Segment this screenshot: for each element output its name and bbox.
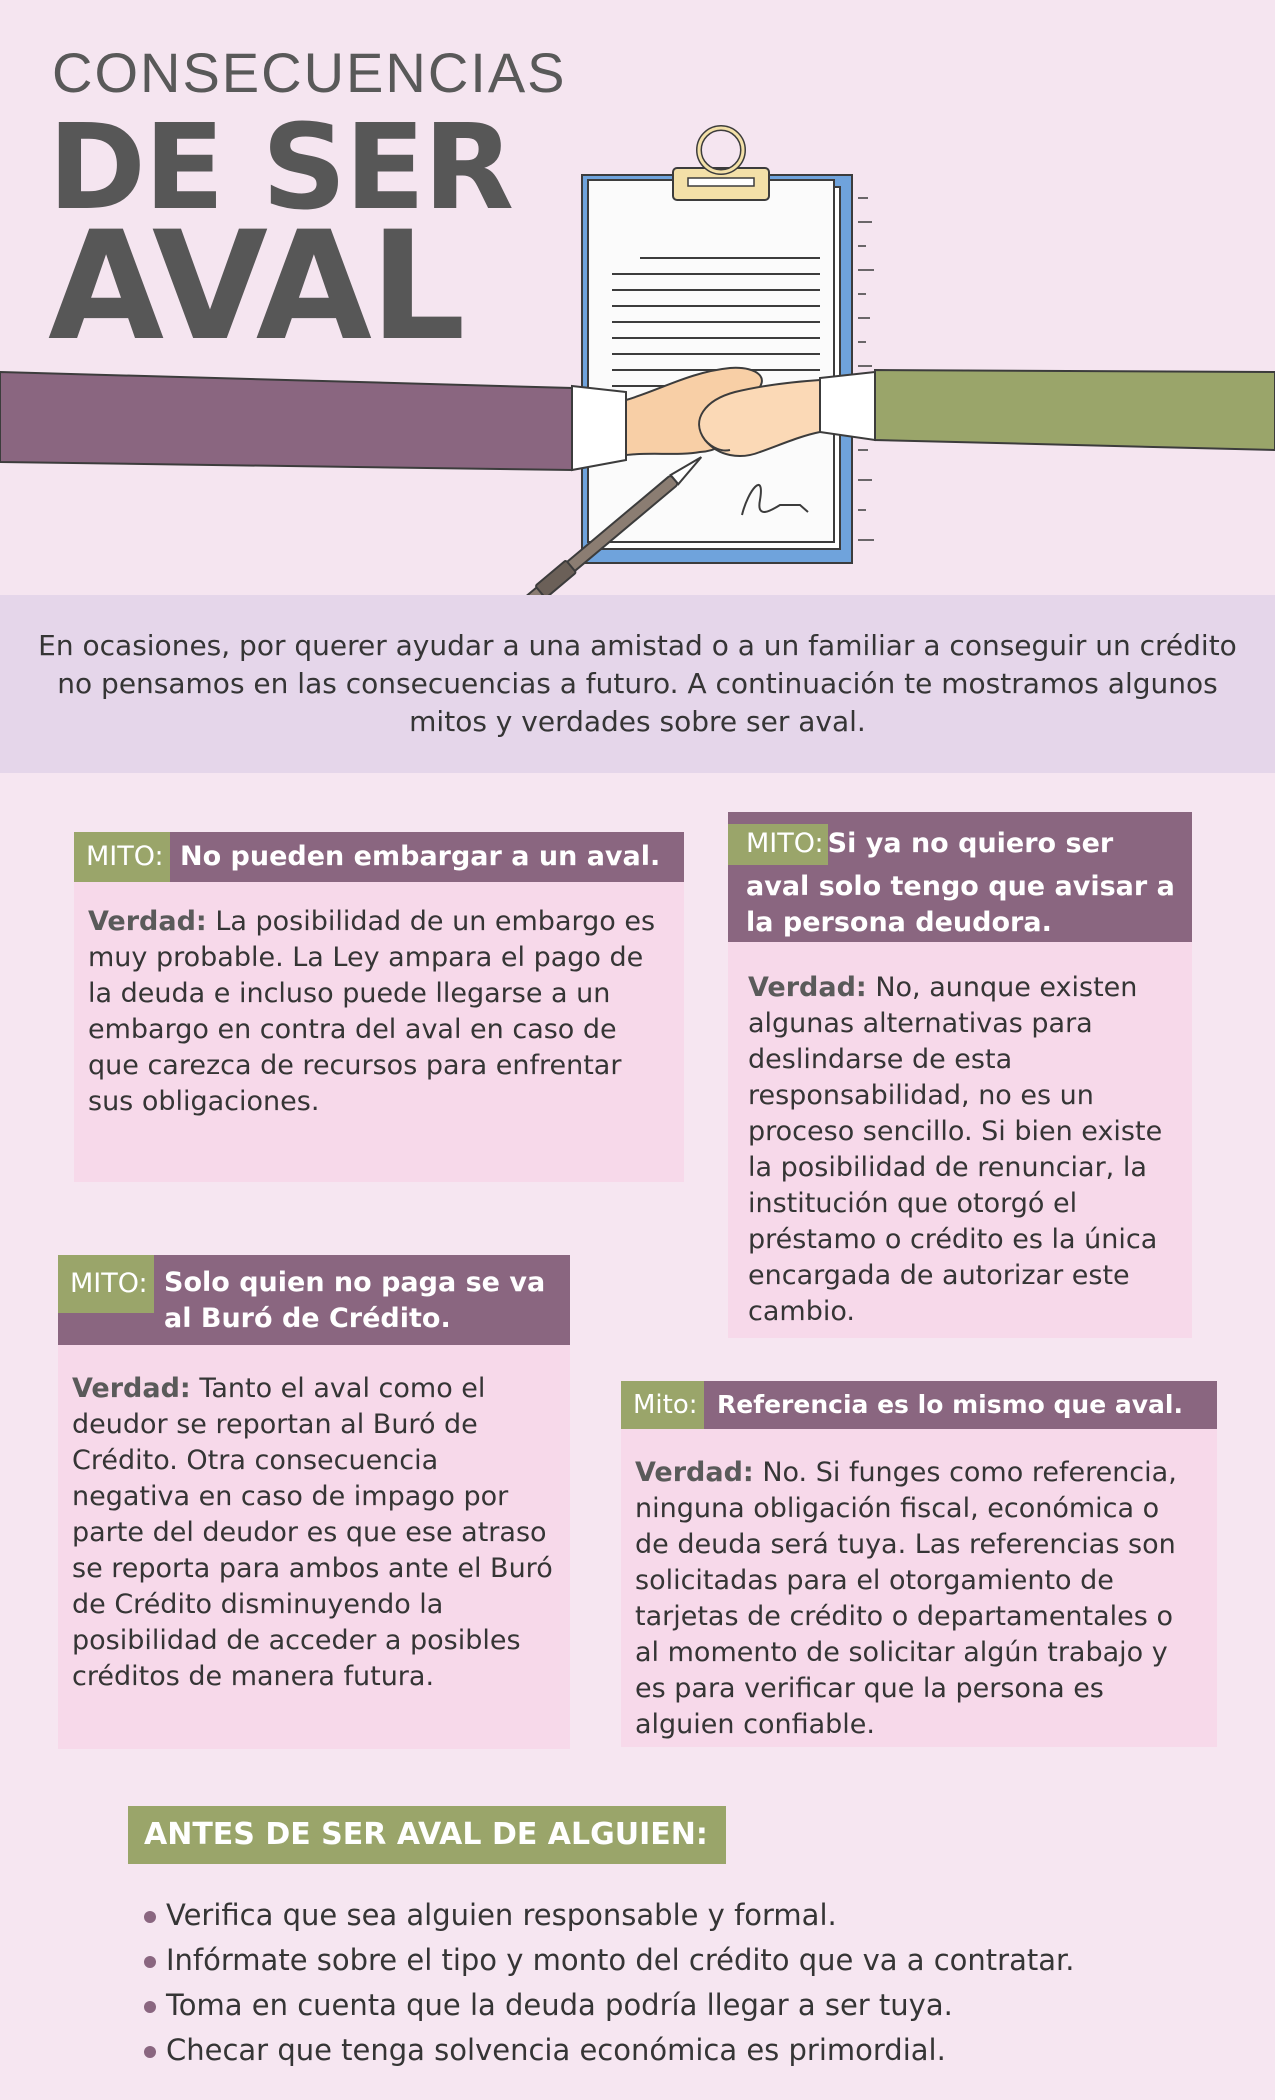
myth-heading bbox=[74, 832, 684, 882]
truth-label: Verdad: bbox=[88, 906, 207, 937]
myth-card-2 bbox=[728, 812, 1192, 1338]
hero-section bbox=[0, 0, 1275, 595]
truth-text: No. Si funges como referencia, ninguna obligación fiscal, económica o de deuda será tuya. Las referencias son solicitadas para el otorgamiento de tarjetas de crédito o departamentales o al momento de solicitar algún trabajo y es para verificar que la persona es alguien confiable. bbox=[635, 1457, 1177, 1740]
checklist-item: Checar que tenga solvencia económica es primordial. bbox=[142, 2028, 1075, 2073]
truth-body bbox=[728, 942, 1192, 1338]
title-line-3: AVAL bbox=[48, 200, 464, 374]
myth-heading bbox=[58, 1255, 570, 1345]
myth-heading bbox=[728, 812, 1192, 942]
myth-text: Referencia es lo mismo que aval. bbox=[717, 1390, 1183, 1419]
checklist-item: Toma en cuenta que la deuda podría llegar a ser tuya. bbox=[142, 1983, 1075, 2028]
checklist-item: Infórmate sobre el tipo y monto del crédito que va a contratar. bbox=[142, 1938, 1075, 1983]
truth-body bbox=[58, 1345, 570, 1749]
myth-card-4 bbox=[621, 1381, 1217, 1747]
myth-text: Solo quien no paga se va al Buró de Crédito. bbox=[164, 1267, 546, 1334]
truth-label: Verdad: bbox=[635, 1457, 754, 1488]
checklist-title: ANTES DE SER AVAL DE ALGUIEN: bbox=[128, 1806, 726, 1864]
myth-tag: MITO: bbox=[74, 832, 170, 882]
truth-label: Verdad: bbox=[72, 1373, 191, 1404]
myth-text: Si ya no quiero ser aval solo tengo que avisar a la persona deudora. bbox=[746, 828, 1175, 938]
intro-text: En ocasiones, por querer ayudar a una amistad o a un familiar a conseguir un crédito no pensamos en las consecuencias a futuro. A continuación te mostramos algunos mitos y verdades sobre ser aval. bbox=[38, 629, 1237, 738]
truth-text: Tanto el aval como el deudor se reportan al Buró de Crédito. Otra consecuencia negativa en caso de impago por parte del deudor es que ese atraso se reporta para ambos ante el Buró de Crédito disminuyendo la posibilidad de acceder a posibles créditos de manera futura. bbox=[72, 1373, 553, 1692]
checklist-item: Verifica que sea alguien responsable y formal. bbox=[142, 1893, 1075, 1938]
truth-body bbox=[621, 1429, 1217, 1747]
myth-heading bbox=[621, 1381, 1217, 1429]
myth-text: No pueden embargar a un aval. bbox=[180, 841, 661, 872]
truth-text: No, aunque existen algunas alternativas para deslindarse de esta responsabilidad, no es un proceso sencillo. Si bien existe la posibilidad de renunciar, la institución que otorgó el préstamo o crédito es la única encargada de autorizar este cambio. bbox=[748, 972, 1163, 1327]
truth-body bbox=[74, 882, 684, 1182]
myth-tag: MITO: bbox=[58, 1255, 154, 1313]
myth-tag: Mito: bbox=[621, 1381, 704, 1429]
myth-card-3 bbox=[58, 1255, 570, 1749]
intro-band bbox=[0, 595, 1275, 773]
myth-tag: MITO: bbox=[728, 824, 828, 865]
truth-label: Verdad: bbox=[748, 972, 867, 1003]
truth-text: La posibilidad de un embargo es muy probable. La Ley ampara el pago de la deuda e incluso puede llegarse a un embargo en contra del aval en caso de que carezca de recursos para enfrentar sus obligaciones. bbox=[88, 906, 656, 1117]
checklist bbox=[142, 1893, 1075, 2073]
myth-card-1 bbox=[74, 832, 684, 1182]
title-line-1: CONSECUENCIAS bbox=[52, 41, 567, 104]
title-line-2: DE SER bbox=[48, 98, 513, 236]
